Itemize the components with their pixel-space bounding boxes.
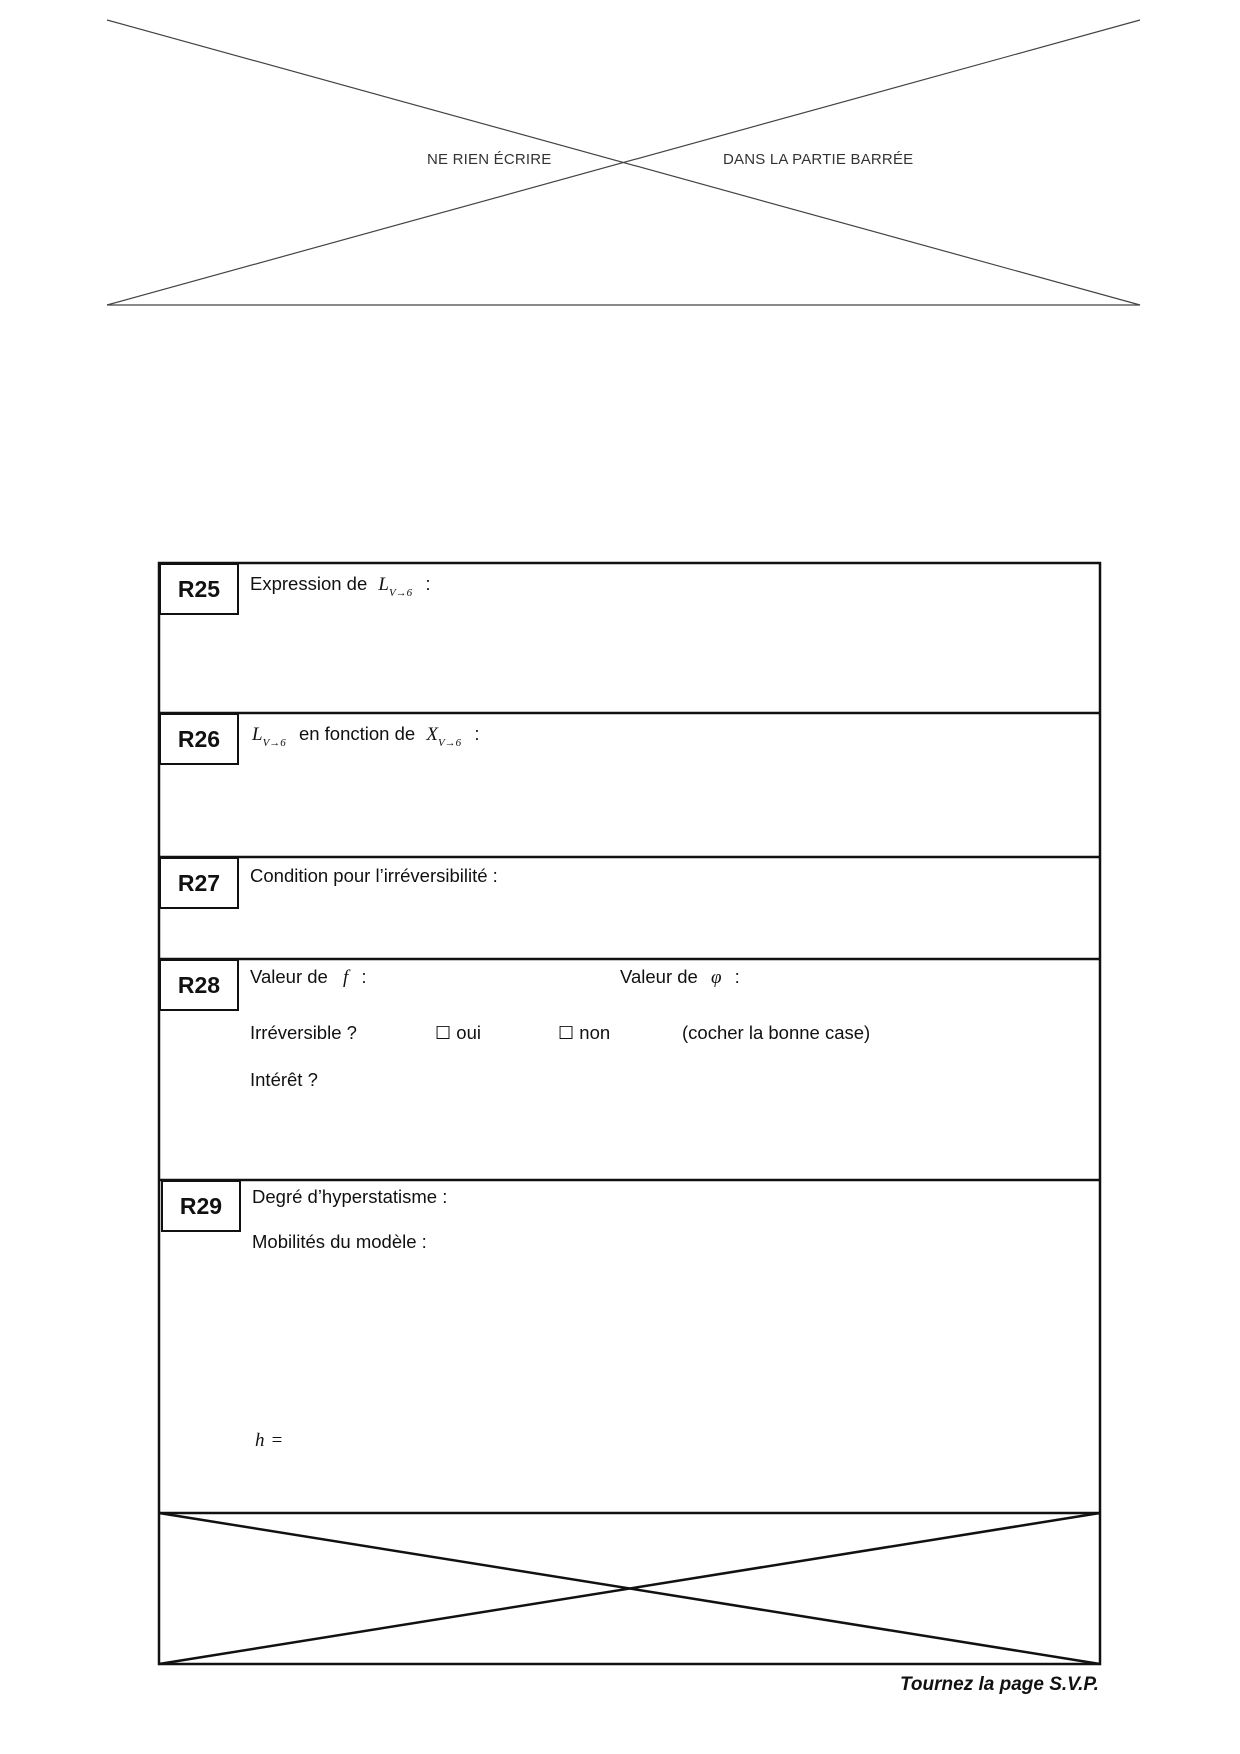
r26-subscript-x: V→6 bbox=[437, 737, 462, 749]
barred-notice-right: DANS LA PARTIE BARRÉE bbox=[723, 151, 914, 168]
r28-option-no[interactable] bbox=[558, 1024, 610, 1043]
r28-label: R28 bbox=[159, 959, 239, 1011]
r25-symbol: L bbox=[378, 574, 389, 595]
r26-symbol-l: L bbox=[252, 724, 263, 745]
r29-answer-area[interactable] bbox=[240, 1260, 1095, 1510]
r26-label: R26 bbox=[159, 713, 239, 765]
r29-h-symbol: h bbox=[255, 1430, 265, 1451]
r28-f-colon: : bbox=[361, 966, 367, 987]
barred-notice-left: NE RIEN ÉCRIRE bbox=[427, 151, 552, 168]
r25-answer-area[interactable] bbox=[240, 615, 1095, 709]
r28-f-symbol: f bbox=[342, 967, 349, 988]
r28-irreversible-label: Irréversible ? bbox=[250, 1022, 357, 1043]
turn-page-footer: Tournez la page S.V.P. bbox=[900, 1674, 1099, 1695]
r25-subscript: V→6 bbox=[388, 587, 413, 599]
r26-middle-text: en fonction de bbox=[298, 723, 416, 744]
bottom-barred-box bbox=[159, 1513, 1100, 1664]
r28-instruction: (cocher la bonne case) bbox=[682, 1022, 871, 1043]
r29-label: R29 bbox=[161, 1180, 241, 1232]
r26-subscript-l: V→6 bbox=[262, 737, 286, 749]
r28-no-label: non bbox=[579, 1022, 611, 1043]
r29-degre-label: Degré d’hyperstatisme : bbox=[252, 1186, 448, 1207]
r25-colon: : bbox=[425, 573, 431, 594]
r25-label: R25 bbox=[159, 563, 239, 615]
r28-no-checkbox[interactable]: ☐ bbox=[558, 1023, 575, 1043]
r25-prompt: Expression de bbox=[250, 573, 368, 594]
r28-option-yes[interactable] bbox=[435, 1024, 481, 1043]
r29-mobilites-label: Mobilités du modèle : bbox=[252, 1231, 427, 1252]
r28-yes-checkbox[interactable]: ☐ bbox=[435, 1023, 452, 1043]
r28-valeur-f bbox=[250, 968, 367, 987]
r28-yes-label: oui bbox=[456, 1022, 481, 1043]
r28-interet-label: Intérêt ? bbox=[250, 1069, 318, 1090]
r29-h-equals: = bbox=[271, 1430, 283, 1451]
r28-valeur-f-label: Valeur de bbox=[250, 966, 328, 987]
r26-question bbox=[252, 723, 480, 749]
r28-phi-symbol: φ bbox=[710, 967, 722, 988]
r25-question bbox=[250, 573, 431, 599]
r28-answer-area[interactable] bbox=[240, 1095, 1095, 1175]
r28-valeur-phi bbox=[620, 968, 740, 987]
r27-answer-area[interactable] bbox=[240, 895, 1095, 955]
r27-label: R27 bbox=[159, 857, 239, 909]
r27-prompt: Condition pour l’irréversibilité : bbox=[250, 865, 498, 886]
r26-answer-area[interactable] bbox=[240, 765, 1095, 853]
r26-symbol-x: X bbox=[426, 724, 438, 745]
r28-phi-colon: : bbox=[734, 966, 740, 987]
r28-valeur-phi-label: Valeur de bbox=[620, 966, 698, 987]
r26-colon: : bbox=[474, 723, 480, 744]
